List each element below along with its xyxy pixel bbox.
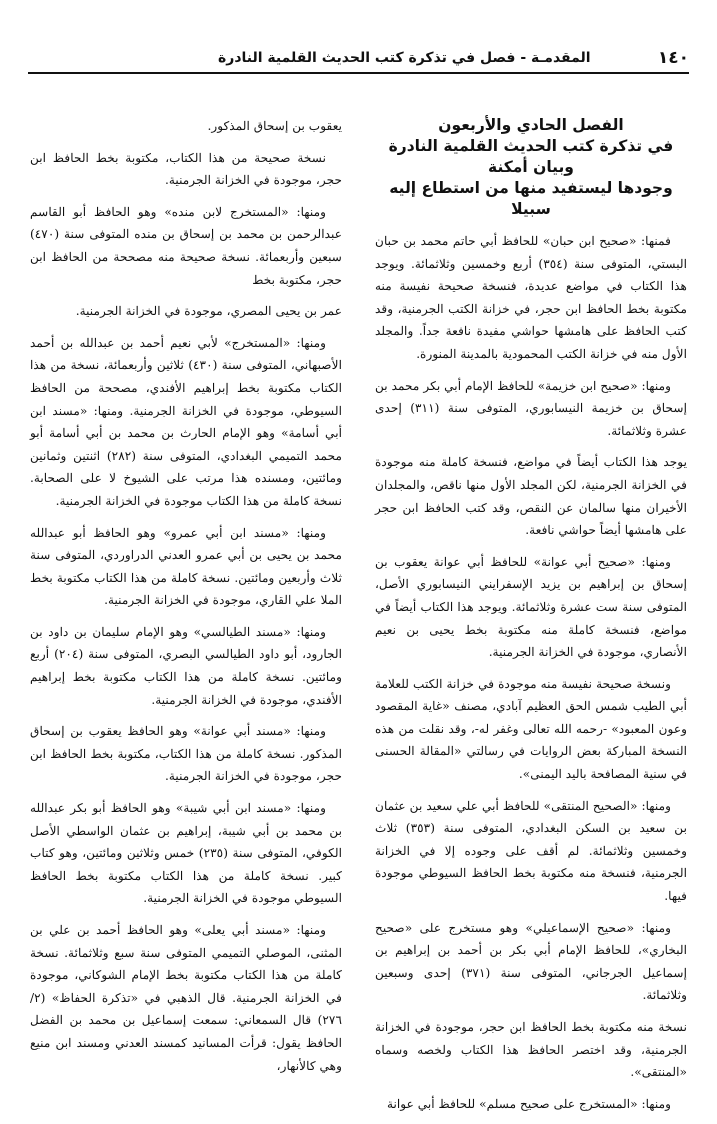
paragraph: نسخة صحيحة من هذا الكتاب، مكتوبة بخط الحافظ ابن حجر، موجودة في الخزانة الجرمنية.	[30, 150, 342, 188]
paragraph: ومنها: «صحيح الإسماعيلي» وهو مستخرج على «صحيح البخاري»، للحافظ الإمام أبي بكر بن أحمد بن إبراهيم بن إسماعيل الجرجاني، المتوفى سنة (٣٧١) إحدى وسبعين وثلاثمائة.	[375, 920, 687, 1003]
paragraph: ومنها: «مسند أبي عوانة» وهو الحافظ يعقوب بن إسحاق المذكور. نسخة كاملة من هذا الكتاب، مكتوبة بخط الحافظ ابن حجر، موجودة في الخزانة الجرمنية.	[30, 724, 342, 784]
paragraph: ومنها: «المستخرج» لأبي نعيم أحمد بن عبدالله بن أحمد الأصبهاني، المتوفى سنة (٤٣٠) ثلاثين وأربعمائة، نسخة من هذا الكتاب مكتوبة بخط إبراهيم الأفندي، مصححة من الحافظ السيوطي، موجودة في الخزانة الجرمنية. ومنها: «مسند ابن أبي أسامة» وهو الإمام الحارث بن محمد بن أبي أسامة أبو محمد التميمي البغدادي، المتوفى سنة (٢٨٢) اثنتين وثمانين ومائتين، ومسنده هذا مرتب على الشيوخ لا على الصحابة. نسخة كاملة من هذا الكتاب موجودة في الخزانة الجرمنية.	[30, 335, 342, 508]
paragraph: عمر بن يحيى المصري، موجودة في الخزانة الجرمنية.	[75, 304, 342, 319]
paragraph: ومنها: «مسند ابن أبي شيبة» وهو الحافظ أبو بكر عبدالله بن محمد بن أبي شيبة، إبراهيم بن عثمان الواسطي الأصل الكوفي، المتوفى سنة (٢٣٥) خمس وثلاثين ومائتين، وهو كتاب كبير. نسخة كاملة من هذا الكتاب مكتوبة بخط الحافظ السيوطي موجودة في الخزانة الجرمنية.	[30, 801, 342, 906]
paragraph: ومنها: «مسند الطيالسي» وهو الإمام سليمان بن داود بن الجارود، أبو داود الطيالسي البصري، المتوفى سنة (٢٠٤) أربع ومائتين. نسخة كاملة من هذا الكتاب مكتوبة بخط إبراهيم الأفندي، موجودة في الخزانة الجرمنية.	[30, 624, 342, 707]
paragraph: يوجد هذا الكتاب أيضاً في مواضع، فنسخة كاملة منه موجودة في الخزانة الجرمنية، لكن المجلد الأول منها ناقص، والمجلدان الأخيران منها سالمان عن النقص، وقد كتب الحافظ ابن حجر على هامشها أيضاً حواشي نافعة.	[375, 455, 687, 538]
chapter-title-line: وجودها ليستفيد منها من استطاع إليه سبيلا	[389, 179, 673, 218]
paragraph: ومنها: «الصحيح المنتقى» للحافظ أبي علي سعيد بن عثمان بن سعيد بن السكن البغدادي، المتوفى سنة (٣٥٣) ثلاث وخمسين وثلاثمائة. لم أقف على وجوده إلا في الخزانة الجرمنية، فنسخة منه مكتوبة بخط الحافظ السيوطي موجودة فيها.	[375, 798, 687, 904]
page-number: ١٤٠	[657, 48, 689, 68]
right-column	[375, 115, 687, 1124]
paragraph: ومنها: «صحيح أبي عوانة» للحافظ أبي عوانة يعقوب بن إسحاق بن إبراهيم بن يزيد الإسفرايني النيسابوري الأصل، المتوفى سنة ست عشرة وثلاثمائة. ويوجد هذا الكتاب أيضاً في مواضع، فنسخة كاملة منه مكتوبة بخط يحيى بن نعيم الأنصاري، موجودة في الخزانة الجرمنية.	[375, 554, 687, 660]
chapter-title-line: في تذكرة كتب الحديث القلمية النادرة وبيان أمكنة	[388, 137, 674, 176]
page-header	[28, 44, 689, 74]
paragraph: فمنها: «صحيح ابن حبان» للحافظ أبي حاتم محمد بن حبان البستي، المتوفى سنة (٣٥٤) أربع وخمسين وثلاثمائة. ويوجد هذا الكتاب في مواضع عديدة، فنسخة صحيحة نفيسة منه مكتوبة بخط الحافظ ابن حجر، في خزانة الكتب الجرمنية، وقد كتب الحافظ على هامشها حواشي مفيدة نافعة جداً. والمجلد الأول منه في خزانة الكتب المحمودية بالمدينة المنورة.	[375, 234, 688, 361]
paragraph: ومنها: «صحيح ابن خزيمة» للحافظ الإمام أبي بكر محمد بن إسحاق بن خزيمة النيسابوري، المتوفى سنة (٣١١) إحدى عشرة وثلاثمائة.	[375, 378, 687, 438]
left-column	[30, 115, 342, 1086]
paragraph: نسخة منه مكتوبة بخط الحافظ ابن حجر، موجودة في الخزانة الجرمنية، وقد اختصر الحافظ هذا الكتاب ولخصه وسماه «المنتقى».	[375, 1020, 687, 1080]
chapter-title	[375, 115, 687, 220]
paragraph: ومنها: «المستخرج على صحيح مسلم» للحافظ أبي عوانة	[386, 1096, 671, 1111]
paragraph: ومنها: «مسند ابن أبي عمرو» وهو الحافظ أبو عبدالله محمد بن يحيى بن أبي عمرو العدني الدراوردي، المتوفى سنة ثلاث وأربعين ومائتين. نسخة كاملة من هذا الكتاب مكتوبة بخط الملا علي القاري، موجودة في الخزانة الجرمنية.	[30, 525, 342, 608]
paragraph: ومنها: «المستخرج لابن منده» وهو الحافظ أبو القاسم عبدالرحمن بن محمد بن إسحاق بن منده المتوفى سنة (٤٧٠) سبعين وأربعمائة. نسخة صحيحة منه مصححة من الحافظ ابن حجر، مكتوبة بخط	[30, 204, 342, 287]
running-title: المقدمـة - فصل في تذكرة كتب الحديث القلمية النادرة	[218, 50, 591, 66]
chapter-title-line: الفصل الحادي والأربعون	[438, 116, 624, 134]
paragraph: ومنها: «مسند أبي يعلى» وهو الحافظ أحمد بن علي بن المثنى، الموصلي التميمي المتوفى سنة سبع وثلاثمائة. نسخة كاملة من هذا الكتاب مكتوبة بخط الإمام الشوكاني، موجودة في الخزانة الجرمنية. قال الذهبي في «تذكرة الحفاظ» (٢/ ٢٧٦) قال السمعاني: سمعت إسماعيل بن محمد بن الفضل الحافظ يقول: قرأت المسانيد كمسند العدني ومسند ابن منيع وهي كالأنهار،	[30, 923, 342, 1073]
paragraph: ونسخة صحيحة نفيسة منه موجودة في خزانة الكتب للعلامة أبي الطيب شمس الحق العظيم آبادي، مصنف «غاية المقصود وعون المعبود» -رحمه الله تعالى وغفر له-، وقد نقلت من هذه النسخة المباركة بعض الروايات في رسالتي «المقالة الحسنى في سنية المصافحة باليد اليمنى».	[375, 676, 687, 782]
paragraph: يعقوب بن إسحاق المذكور.	[207, 119, 342, 133]
